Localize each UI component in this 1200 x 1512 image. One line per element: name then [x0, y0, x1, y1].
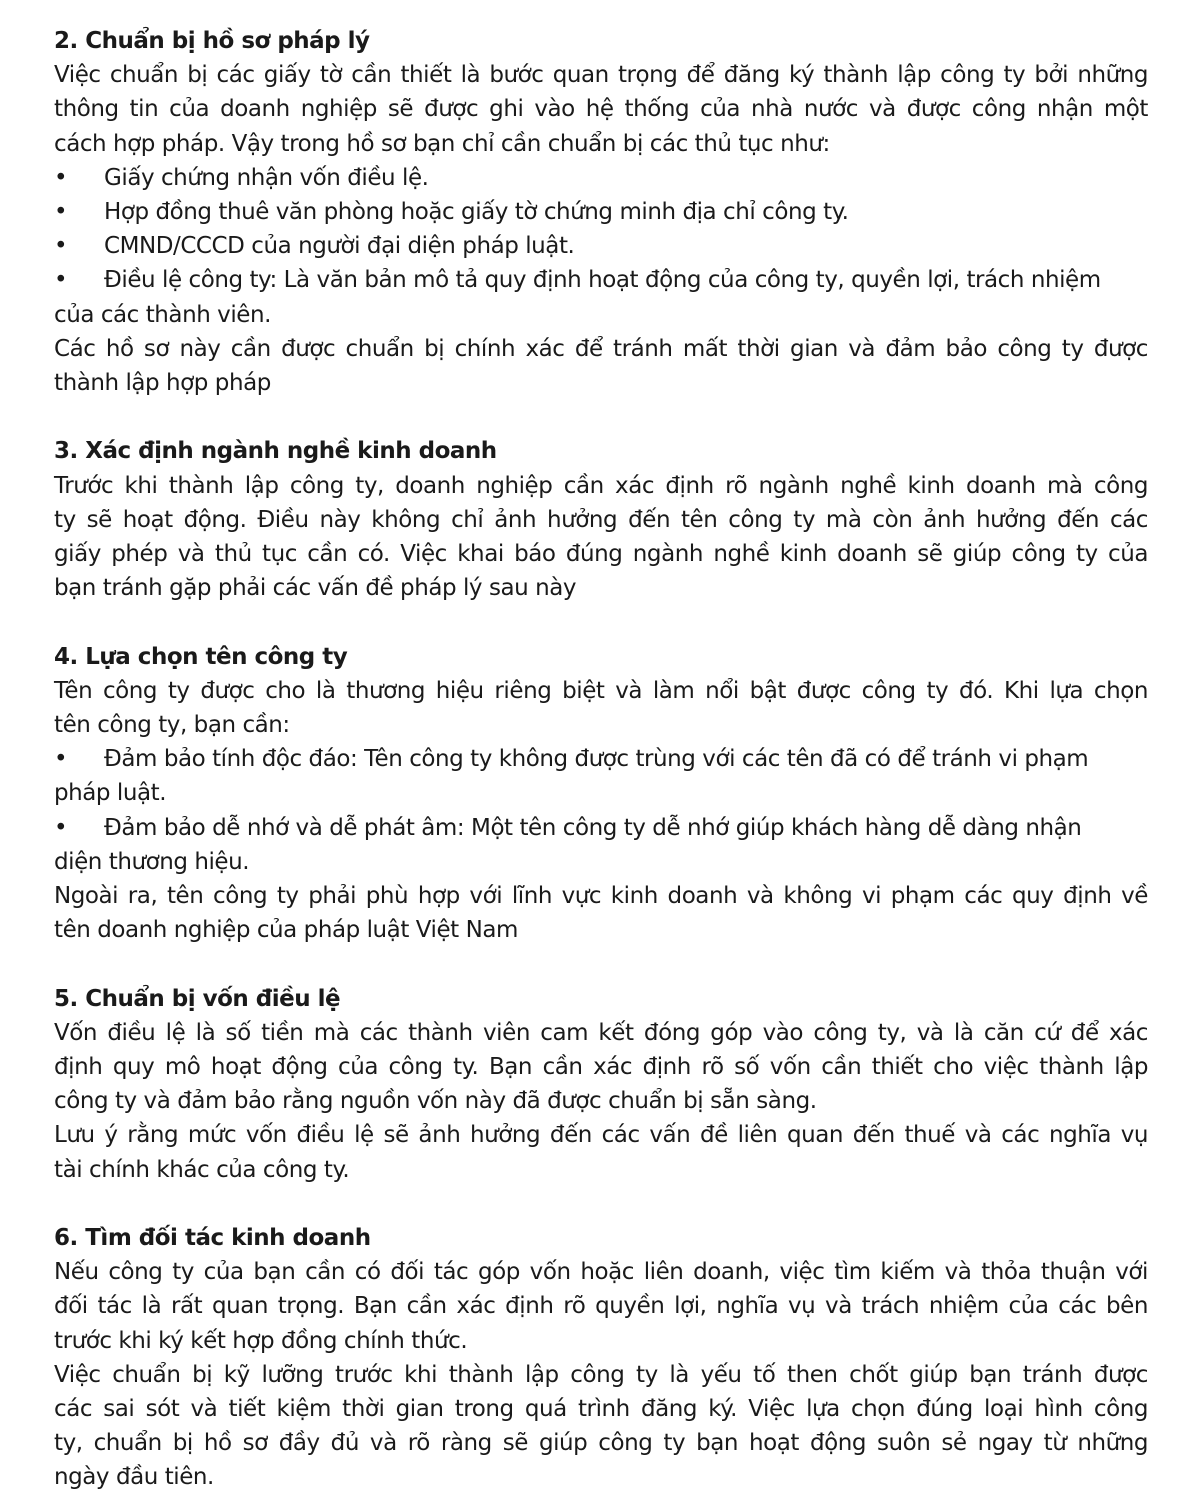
section-heading: 6. Tìm đối tác kinh doanh: [54, 1225, 371, 1252]
list-item: • Đảm bảo dễ nhớ và dễ phát âm: Một tên công ty dễ nhớ giúp khách hàng dễ dàng nhận: [54, 811, 1148, 845]
section-spacer: [54, 1187, 1148, 1221]
paragraph-line: Trước khi thành lập công ty, doanh nghiệp cần xác định rõ ngành nghề kinh doanh mà công: [54, 472, 1148, 499]
paragraph-line: ty, chuẩn bị hồ sơ đầy đủ và rõ ràng sẽ giúp công ty bạn hoạt động suôn sẻ ngay từ những: [54, 1430, 1148, 1457]
paragraph-line: cách hợp pháp. Vậy trong hồ sơ bạn chỉ cần chuẩn bị các thủ tục như:: [54, 130, 830, 157]
paragraph-line: Ngoài ra, tên công ty phải phù hợp với lĩnh vực kinh doanh và không vi phạm các quy định về: [54, 883, 1148, 910]
section-heading: 5. Chuẩn bị vốn điều lệ: [54, 985, 341, 1012]
bullet-icon: •: [54, 164, 68, 191]
list-item: • Giấy chứng nhận vốn điều lệ.: [54, 161, 1148, 195]
paragraph-line: công ty và đảm bảo rằng nguồn vốn này đã được chuẩn bị sẵn sàng.: [54, 1088, 817, 1115]
paragraph-line: tên doanh nghiệp của pháp luật Việt Nam: [54, 917, 518, 944]
paragraph-line: Lưu ý rằng mức vốn điều lệ sẽ ảnh hưởng đến các vấn đề liên quan đến thuế và các nghĩa vụ: [54, 1122, 1148, 1149]
bullet-icon: •: [54, 199, 68, 226]
bullet-icon: •: [54, 746, 68, 773]
paragraph-line: thành lập hợp pháp: [54, 370, 271, 397]
paragraph-line: Việc chuẩn bị các giấy tờ cần thiết là bước quan trọng để đăng ký thành lập công ty bởi những: [54, 62, 1148, 89]
paragraph-line: thông tin của doanh nghiệp sẽ được ghi vào hệ thống của nhà nước và được công nhận một: [54, 96, 1148, 123]
paragraph-line: các sai sót và tiết kiệm thời gian trong quá trình đăng ký. Việc lựa chọn đúng loại hình công: [54, 1396, 1148, 1423]
section-spacer: [54, 947, 1148, 981]
paragraph-line: đối tác là rất quan trọng. Bạn cần xác định rõ quyền lợi, nghĩa vụ và trách nhiệm của các bên: [54, 1293, 1148, 1320]
paragraph-line: Vốn điều lệ là số tiền mà các thành viên cam kết đóng góp vào công ty, và là căn cứ để xác: [54, 1019, 1148, 1046]
paragraph-line: giấy phép và thủ tục cần có. Việc khai báo đúng ngành nghề kinh doanh sẽ giúp công ty của: [54, 541, 1148, 568]
paragraph-line: ngày đầu tiên.: [54, 1464, 214, 1491]
paragraph-line: Nếu công ty của bạn cần có đối tác góp vốn hoặc liên doanh, việc tìm kiếm và thỏa thuận với: [54, 1259, 1148, 1286]
paragraph-line: Tên công ty được cho là thương hiệu riêng biệt và làm nổi bật được công ty đó. Khi lựa chọn: [54, 677, 1148, 704]
paragraph-line: tài chính khác của công ty.: [54, 1156, 350, 1183]
section-heading: 4. Lựa chọn tên công ty: [54, 643, 348, 670]
paragraph-line: tên công ty, bạn cần:: [54, 712, 290, 739]
paragraph-line: Các hồ sơ này cần được chuẩn bị chính xác để tránh mất thời gian và đảm bảo công ty được: [54, 335, 1148, 362]
paragraph-line: Việc chuẩn bị kỹ lưỡng trước khi thành lập công ty là yếu tố then chốt giúp bạn tránh được: [54, 1361, 1148, 1388]
list-item: • CMND/CCCD của người đại diện pháp luật.: [54, 229, 1148, 263]
list-item-continuation: của các thành viên.: [54, 301, 271, 328]
list-item: • Đảm bảo tính độc đáo: Tên công ty không được trùng với các tên đã có để tránh vi phạm: [54, 742, 1148, 776]
list-item: • Hợp đồng thuê văn phòng hoặc giấy tờ chứng minh địa chỉ công ty.: [54, 195, 1148, 229]
list-item-continuation: pháp luật.: [54, 780, 167, 807]
section-spacer: [54, 605, 1148, 639]
section-heading: 2. Chuẩn bị hồ sơ pháp lý: [54, 28, 370, 54]
paragraph-line: bạn tránh gặp phải các vấn đề pháp lý sau này: [54, 575, 577, 602]
paragraph-line: định quy mô hoạt động của công ty. Bạn cần xác định rõ số vốn cần thiết cho việc thành lập: [54, 1054, 1148, 1081]
bullet-icon: •: [54, 267, 68, 294]
list-item-continuation: diện thương hiệu.: [54, 848, 250, 875]
bullet-icon: •: [54, 814, 68, 841]
section-heading: 3. Xác định ngành nghề kinh doanh: [54, 438, 497, 465]
paragraph-line: trước khi ký kết hợp đồng chính thức.: [54, 1327, 468, 1354]
section-spacer: [54, 400, 1148, 434]
paragraph-line: ty sẽ hoạt động. Điều này không chỉ ảnh hưởng đến tên công ty mà còn ảnh hưởng đến các: [54, 506, 1148, 533]
list-item: • Điều lệ công ty: Là văn bản mô tả quy định hoạt động của công ty, quyền lợi, trách nhiệm: [54, 263, 1148, 297]
bullet-icon: •: [54, 233, 68, 260]
